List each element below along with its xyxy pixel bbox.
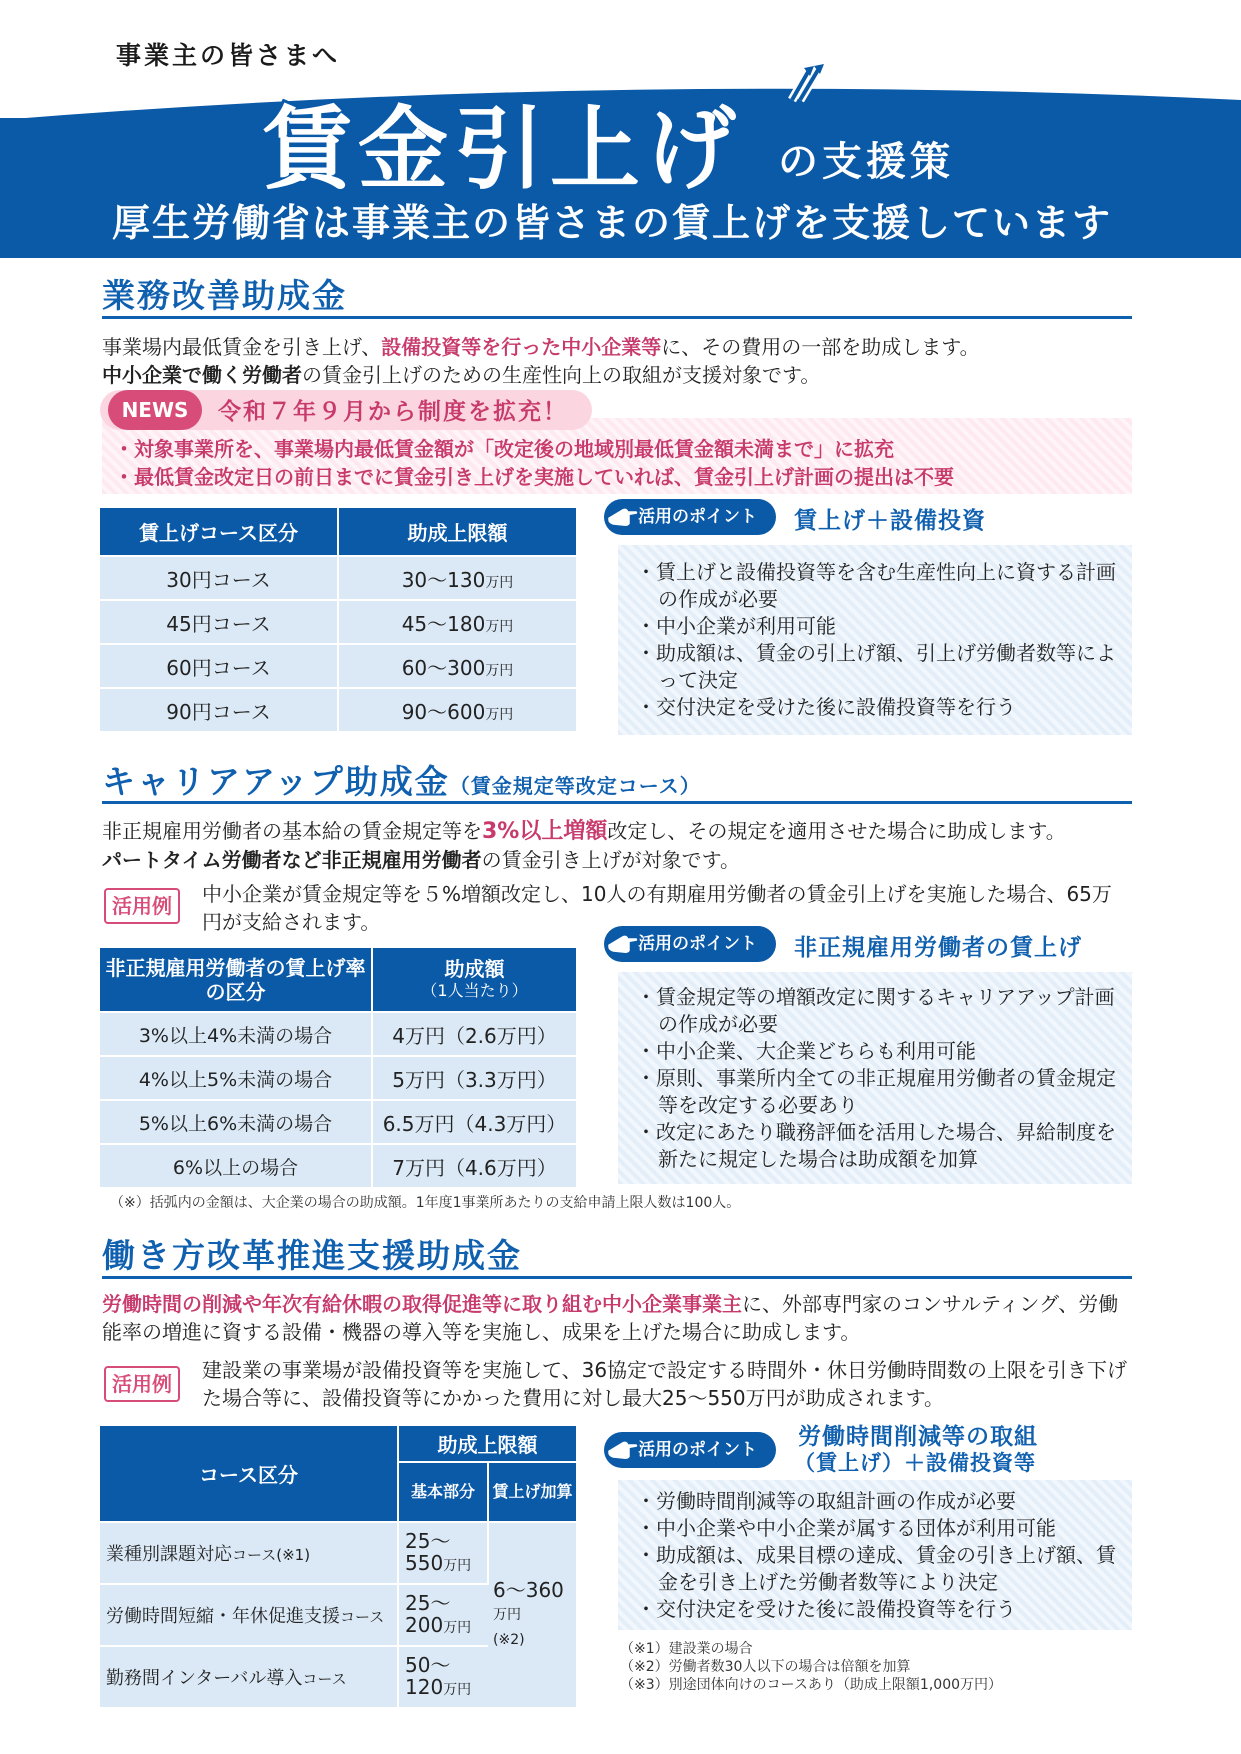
base-cell: 50〜120万円 — [398, 1646, 488, 1708]
point-item: ・ 賃上げと設備投資等を含む生産性向上に資する計画の作成が必要 — [636, 559, 1116, 613]
point-item: ・ 中小企業、大企業どちらも利用可能 — [636, 1038, 1116, 1065]
table-header: 助成額 （1人当たり） — [372, 948, 576, 1012]
example-text: 建設業の事業場が設備投資等を実施して、36協定で設定する時間外・休日労働時間数の上限を引き下げた場合等に、設備投資等にかかった費用に対し最大25〜550万円が助成されます。 — [202, 1358, 1128, 1410]
course-cell: 労働時間短縮・年休促進支援コース — [100, 1584, 398, 1646]
section2-description: 非正規雇用労働者の基本給の賃金規定等を3%以上増額改定し、その規定を適用させた場合に助成します。 パートタイム労働者など非正規雇用労働者の賃金引き上げが対象です。 — [102, 819, 1066, 872]
section3-table — [100, 1426, 576, 1709]
limit-cell: 30〜130万円 — [338, 556, 576, 600]
point-box — [618, 545, 1132, 735]
point-item: ・ 交付決定を受けた後に設備投資等を行う — [636, 694, 1116, 721]
amount-cell: 4万円（2.6万円） — [372, 1012, 576, 1056]
range-cell: 4%以上5%未満の場合 — [100, 1056, 372, 1100]
banner-subtitle: 厚生労働省は事業主の皆さまの賃上げを支援しています — [112, 201, 1113, 245]
section3-title: 働き方改革推進支援助成金 — [102, 1236, 522, 1275]
point-item: ・ 助成額は、成果目標の達成、賃金の引き上げ額、賃金を引き上げた労働者数等により決定 — [636, 1542, 1116, 1596]
table-row — [100, 1056, 576, 1100]
table-header: 助成上限額 — [338, 508, 576, 556]
section2-note: （※）括弧内の金額は、大企業の場合の助成額。1年度1事業所あたりの支給申請上限人数は100人。 — [110, 1195, 741, 1211]
course-cell: 業種別課題対応コース(※1) — [100, 1522, 398, 1584]
news-badge: NEWS — [108, 390, 202, 430]
table-row — [100, 600, 576, 644]
table-header: 賃上げ加算 — [488, 1462, 576, 1522]
point-item: ・ 改定にあたり職務評価を活用した場合、昇給制度を新たに規定した場合は助成額を加算 — [636, 1119, 1116, 1173]
point-tag: 活用のポイント — [604, 1432, 776, 1468]
limit-cell: 60〜300万円 — [338, 644, 576, 688]
amount-cell: 5万円（3.3万円） — [372, 1056, 576, 1100]
point-item: ・ 原則、事業所内全ての非正規雇用労働者の賃金規定等を改定する必要あり — [636, 1065, 1116, 1119]
note-item: （※3）別途団体向けのコースあり（助成上限額1,000万円） — [620, 1677, 1003, 1693]
course-cell: 45円コース — [100, 600, 338, 644]
pointing-hand-icon — [604, 497, 642, 535]
course-cell: 30円コース — [100, 556, 338, 600]
range-cell: 6%以上の場合 — [100, 1144, 372, 1188]
table-header: 非正規雇用労働者の賃上げ率の区分 — [100, 948, 372, 1012]
point-tag: 活用のポイント — [604, 926, 776, 962]
note-item: （※2）労働者数30人以下の場合は倍額を加算 — [620, 1659, 911, 1675]
point-title: 非正規雇用労働者の賃上げ — [794, 935, 1082, 961]
section3-description: 労働時間の削減や年次有給休暇の取得促進等に取り組む中小企業事業主に、外部専門家のコンサルティング、労働能率の増進に資する設備・機器の導入等を実施し、成果を上げた場合に助成します。 — [102, 1292, 1119, 1344]
news-item: ・対象事業所を、事業場内最低賃金額が「改定後の地域別最低賃金額未満まで」に拡充 — [114, 437, 894, 461]
rising-arrows-icon — [786, 64, 836, 104]
pointing-hand-icon — [604, 1430, 642, 1468]
point-item: ・ 中小企業が利用可能 — [636, 613, 1116, 640]
title-suffix: の支援策 — [778, 139, 954, 185]
point-item: ・ 賃金規定等の増額改定に関するキャリアアップ計画の作成が必要 — [636, 984, 1116, 1038]
table-row — [100, 1144, 576, 1188]
course-cell: 90円コース — [100, 688, 338, 732]
section1-table — [100, 508, 576, 733]
example-badge: 活用例 — [104, 1366, 180, 1402]
point-box — [618, 1480, 1132, 1630]
example-text: 中小企業が賃金規定等を５%増額改定し、10人の有期雇用労働者の賃金引上げを実施した場合、65万円が支給されます。 — [202, 882, 1112, 934]
course-cell: 60円コース — [100, 644, 338, 688]
limit-cell: 90〜600万円 — [338, 688, 576, 732]
wage-add-cell: 6〜360万円 (※2) — [488, 1522, 576, 1708]
news-title: 令和７年９月から制度を拡充！ — [218, 399, 568, 425]
section2-table — [100, 948, 576, 1189]
note-item: （※1）建設業の場合 — [620, 1641, 753, 1657]
section3-notes — [620, 1640, 1002, 1694]
main-title: 賃金引上げ — [262, 97, 742, 202]
table-row — [100, 1522, 576, 1584]
base-cell: 25〜200万円 — [398, 1584, 488, 1646]
amount-cell: 6.5万円（4.3万円） — [372, 1100, 576, 1144]
section3-divider — [102, 1276, 1132, 1279]
table-row — [100, 1012, 576, 1056]
table-header: コース区分 — [100, 1426, 398, 1522]
point-item: ・ 労働時間削減等の取組計画の作成が必要 — [636, 1488, 1116, 1515]
section1-divider — [102, 316, 1132, 319]
news-item: ・最低賃金改定日の前日までに賃金引き上げを実施していれば、賃金引上げ計画の提出は不要 — [114, 465, 954, 489]
point-item: ・ 交付決定を受けた後に設備投資等を行う — [636, 1596, 1116, 1623]
base-cell: 25〜550万円 — [398, 1522, 488, 1584]
table-header: 賃上げコース区分 — [100, 508, 338, 556]
point-title: （賃上げ）＋設備投資等 — [794, 1451, 1036, 1475]
point-item: ・ 中小企業や中小企業が属する団体が利用可能 — [636, 1515, 1116, 1542]
section1-description: 事業場内最低賃金を引き上げ、設備投資等を行った中小企業等に、その費用の一部を助成します。 中小企業で働く労働者の賃金引上げのための生産性向上の取組が支援対象です。 — [102, 335, 980, 387]
range-cell: 3%以上4%未満の場合 — [100, 1012, 372, 1056]
point-item: ・ 助成額は、賃金の引上げ額、引上げ労働者数等によって決定 — [636, 640, 1116, 694]
example-badge: 活用例 — [104, 888, 180, 924]
point-title: 労働時間削減等の取組 — [798, 1424, 1038, 1450]
to-owners-label: 事業主の皆さまへ — [116, 41, 341, 70]
range-cell: 5%以上6%未満の場合 — [100, 1100, 372, 1144]
table-row — [100, 1100, 576, 1144]
limit-cell: 45〜180万円 — [338, 600, 576, 644]
point-tag: 活用のポイント — [604, 499, 776, 535]
course-cell: 勤務間インターバル導入コース — [100, 1646, 398, 1708]
section1-title: 業務改善助成金 — [102, 276, 347, 315]
section2-title: キャリアアップ助成金（賃金規定等改定コース） — [102, 762, 701, 801]
table-row — [100, 688, 576, 732]
pointing-hand-icon — [604, 924, 642, 962]
point-title: 賃上げ＋設備投資 — [794, 508, 986, 534]
point-box — [618, 972, 1132, 1184]
table-row — [100, 644, 576, 688]
section2-divider — [102, 801, 1132, 804]
amount-cell: 7万円（4.6万円） — [372, 1144, 576, 1188]
table-header: 基本部分 — [398, 1462, 488, 1522]
table-header: 助成上限額 — [398, 1426, 576, 1462]
table-row — [100, 556, 576, 600]
